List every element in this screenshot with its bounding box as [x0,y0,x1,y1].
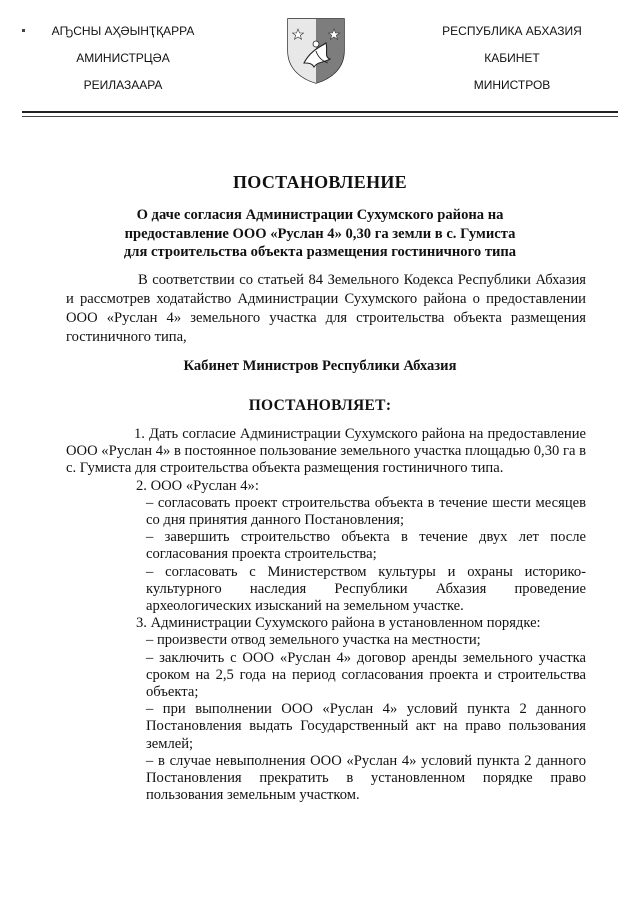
letterhead-russian-line-2: КАБИНЕТ [484,51,540,65]
item-3-subitem: – произвести отвод земельного участка на местности; [146,632,481,649]
document-subject [80,206,560,262]
resolves-heading: ПОСТАНОВЛЯЕТ: [248,397,392,414]
subject-line: предоставление ООО «Руслан 4» 0,30 га земли в с. Гумиста [124,225,516,242]
subject-line: для строительства объекта размещения гостиничного типа [123,244,517,260]
letterhead-russian-line-3: МИНИСТРОВ [473,78,551,92]
letterhead-russian [412,24,612,105]
item-3-subitem: – в случае невыполнения ООО «Руслан 4» условий пункта 2 данного Постановления прекратить в установленном порядке право пользования земельным участком. [146,752,586,804]
header-divider-thick [22,111,618,113]
bullet-mark [22,29,25,32]
item-3-subitem: – заключить с ООО «Руслан 4» договор аренды земельного участка сроком на 2,5 года на период согласования проекта и строительства объекта; [146,649,586,701]
letterhead-abkhaz-line-2: АМИНИСТРЦӘА [76,51,170,65]
item-2-heading: 2. ООО «Руслан 4»: [136,477,259,494]
subject-line: О даче согласия Администрации Сухумского района на [136,207,504,223]
header-divider-thin [22,116,618,117]
issuer-heading: Кабинет Министров Республики Абхазия [183,358,457,374]
letterhead-abkhaz-line-3: РЕИЛАЗААРА [83,78,163,92]
item-2-subitem: – завершить строительство объекта в течение двух лет после согласования проекта строительства; [146,529,586,563]
item-3-heading: 3. Администрации Сухумского района в установленном порядке: [136,615,541,632]
resolution-items [66,426,586,804]
item-1: 1. Дать согласие Администрации Сухумского района на предоставление ООО «Руслан 4» в постоянное пользование земельного участка площадью 0,30 га в с. Гумиста для строительства объекта размещения гостиничного типа. [66,426,586,477]
letterhead-abkhaz [28,24,218,105]
letterhead-russian-line-1: РЕСПУБЛИКА АБХАЗИЯ [442,24,582,38]
coat-of-arms-icon [284,17,348,85]
preamble [66,271,586,347]
document-title: ПОСТАНОВЛЕНИЕ [233,172,407,192]
item-3-subitem: – при выполнении ООО «Руслан 4» условий пункта 2 данного Постановления выдать Государственный акт на право пользования землей; [146,701,586,752]
item-2-subitem: – согласовать с Министерством культуры и охраны историко-культурного наследия Республики Абхазия проведение археологических изысканий на земельном участке. [146,563,586,615]
letterhead-abkhaz-line-1: АҦСНЫ АҲӘЫНҬҚАРРА [51,24,195,38]
preamble-text: В соответствии со статьей 84 Земельного Кодекса Республики Абхазия и рассмотрев ходатайство Администрации Сухумского района о предоставлении ООО «Руслан 4» земельного участка для строительства объекта размещения гостиничного типа, [66,272,586,345]
letterhead [0,0,640,110]
item-2-subitem: – согласовать проект строительства объекта в течение шести месяцев со дня принятия данного Постановления; [146,494,586,529]
